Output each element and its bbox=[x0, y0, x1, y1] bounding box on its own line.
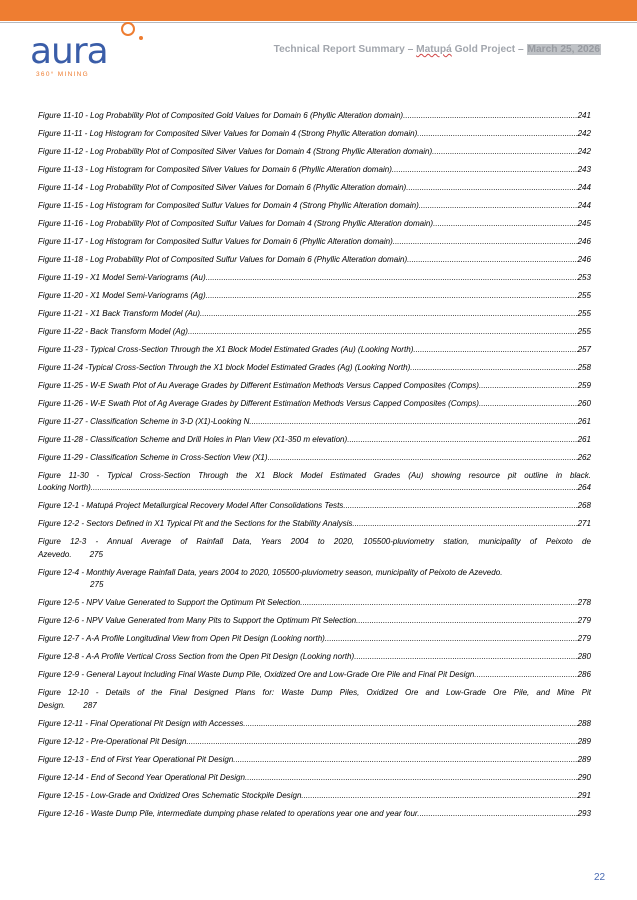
toc-entry[interactable] bbox=[38, 500, 591, 512]
dot-leader bbox=[93, 482, 578, 494]
toc-entry-line1: Figure 12-3 - Annual Average of Rainfall Data, Years 2004 to 2020, 105500-pluviometry station, municipality of Peixoto de bbox=[38, 537, 591, 547]
toc-entry-text: Figure 11-27 - Classification Scheme in 3-D (X1)-Looking N. bbox=[38, 417, 252, 426]
toc-entry-text: Figure 12-6 - NPV Value Generated from Many Pits to Support the Optimum Pit Selection. bbox=[38, 616, 359, 626]
toc-entry-page: 291 bbox=[577, 790, 591, 800]
toc-entry[interactable] bbox=[38, 254, 591, 266]
toc-entry-text: Figure 11-20 - X1 Model Semi-Variograms (Ag). bbox=[38, 291, 208, 300]
toc-entry-text: Figure 11-19 - X1 Model Semi-Variograms (Au). bbox=[38, 273, 208, 282]
toc-entry-page: 257 bbox=[577, 345, 591, 354]
dot-leader bbox=[416, 344, 578, 356]
toc-entry-page: 264 bbox=[577, 483, 591, 493]
dot-leader bbox=[303, 597, 578, 609]
toc-entry-page: 260 bbox=[577, 399, 591, 408]
toc-entry-page: 275 bbox=[89, 549, 103, 559]
toc-entry-page: 261 bbox=[577, 417, 591, 426]
toc-entry[interactable] bbox=[38, 290, 591, 302]
toc-entry-text: Design. bbox=[38, 700, 66, 710]
toc-entry[interactable] bbox=[38, 567, 591, 592]
toc-entry-text: Figure 12-2 - Sectors Defined in X1 Typical Pit and the Sections for the Stability Analysis. bbox=[38, 519, 355, 529]
toc-entry[interactable] bbox=[38, 452, 591, 464]
toc-entry-page: 259 bbox=[577, 381, 591, 390]
toc-entry-page: 280 bbox=[577, 652, 591, 662]
toc-entry[interactable] bbox=[38, 536, 591, 561]
toc-entry-text: Figure 11-18 - Log Probability Plot of Composited Sulfur Values for Domain 6 (Phyllic Alteration domain). bbox=[38, 255, 410, 264]
dot-leader bbox=[208, 272, 578, 284]
logo-ring-icon bbox=[121, 22, 135, 36]
aura-logo bbox=[30, 30, 170, 82]
toc-entry-page: 286 bbox=[577, 670, 591, 680]
page-number: 22 bbox=[594, 872, 606, 883]
toc-entry-page: 243 bbox=[577, 165, 591, 174]
dot-leader bbox=[409, 254, 577, 266]
toc-entry-page: 279 bbox=[577, 616, 591, 626]
dot-leader bbox=[395, 236, 578, 248]
toc-entry[interactable] bbox=[38, 362, 591, 374]
toc-entry-page: 242 bbox=[577, 129, 591, 138]
toc-entry[interactable] bbox=[38, 146, 591, 158]
report-title-middle: Gold Project – bbox=[451, 44, 527, 55]
dot-leader bbox=[408, 182, 577, 194]
dot-leader bbox=[477, 669, 578, 681]
dot-leader bbox=[420, 128, 578, 140]
toc-entry[interactable] bbox=[38, 308, 591, 320]
toc-entry-page: 246 bbox=[577, 237, 591, 246]
list-of-figures bbox=[38, 110, 591, 826]
toc-entry-text: Figure 12-16 - Waste Dump Pile, intermediate dumping phase related to operations year one and year four. bbox=[38, 808, 420, 818]
dot-leader bbox=[190, 326, 577, 338]
toc-entry-page: 255 bbox=[577, 309, 591, 318]
toc-entry-page: 246 bbox=[577, 255, 591, 264]
toc-entry-page: 287 bbox=[83, 700, 97, 710]
toc-entry-text: Figure 11-29 - Classification Scheme in Cross-Section View (X1). bbox=[38, 453, 270, 462]
toc-entry[interactable] bbox=[38, 236, 591, 248]
toc-entry-page: 289 bbox=[577, 754, 591, 764]
toc-entry[interactable] bbox=[38, 754, 591, 766]
toc-entry[interactable] bbox=[38, 434, 591, 446]
dot-leader bbox=[189, 736, 578, 748]
toc-entry-text: Figure 11-11 - Log Histogram for Composited Silver Values for Domain 4 (Strong Phyllic Alteration domain). bbox=[38, 129, 420, 138]
toc-entry[interactable] bbox=[38, 128, 591, 140]
report-title-project: Matupá bbox=[416, 44, 452, 55]
toc-entry-text: Figure 11-13 - Log Histogram for Composited Silver Values for Domain 6 (Phyllic Alteration domain). bbox=[38, 165, 395, 174]
toc-entry-text: Figure 11-24 -Typical Cross-Section Through the X1 block Model Estimated Grades (Ag) (Looking North). bbox=[38, 363, 413, 372]
toc-entry[interactable] bbox=[38, 164, 591, 176]
toc-entry-text: Figure 12-5 - NPV Value Generated to Support the Optimum Pit Selection. bbox=[38, 598, 303, 608]
toc-entry-page: 255 bbox=[577, 327, 591, 336]
header-divider bbox=[0, 22, 637, 23]
toc-entry-text: Figure 12-1 - Matupá Project Metallurgical Recovery Model After Consolidations Tests. bbox=[38, 501, 346, 511]
toc-entry-page: 262 bbox=[577, 453, 591, 462]
toc-entry-page: 275 bbox=[90, 580, 104, 590]
toc-entry[interactable] bbox=[38, 808, 591, 820]
toc-entry-page: 244 bbox=[577, 183, 591, 192]
report-date: March 25, 2026 bbox=[527, 44, 600, 55]
toc-entry-text: Figure 11-16 - Log Probability Plot of Composited Sulfur Values for Domain 4 (Strong Phyllic Alteration domain). bbox=[38, 219, 436, 228]
dot-leader bbox=[355, 518, 578, 530]
toc-entry-page: 244 bbox=[577, 201, 591, 210]
toc-entry-text: Azevedo. bbox=[38, 549, 72, 559]
dot-leader bbox=[349, 434, 577, 446]
toc-entry-text: Figure 11-22 - Back Transform Model (Ag). bbox=[38, 327, 191, 336]
dot-leader bbox=[327, 633, 577, 645]
logo-dot-icon bbox=[139, 36, 143, 40]
toc-entry-text: Figure 11-25 - W-E Swath Plot of Au Average Grades by Different Estimation Methods Versus Capped Composites (Comps) bbox=[38, 381, 479, 390]
dot-leader bbox=[202, 308, 577, 320]
dot-leader bbox=[481, 398, 577, 410]
dot-leader bbox=[208, 290, 578, 302]
dot-leader bbox=[246, 718, 578, 730]
toc-entry[interactable] bbox=[38, 326, 591, 338]
toc-entry-text: Figure 11-23 - Typical Cross-Section Through the X1 Block Model Estimated Grades (Au) (Looking North). bbox=[38, 345, 416, 354]
toc-entry-page: 241 bbox=[577, 111, 591, 120]
toc-entry-page: 255 bbox=[577, 291, 591, 300]
toc-entry-page: 245 bbox=[577, 219, 591, 228]
toc-entry-text: Figure 12-12 - Pre-Operational Pit Design. bbox=[38, 736, 189, 746]
toc-entry-page: 271 bbox=[577, 519, 591, 529]
toc-entry-line1: Figure 12-4 - Monthly Average Rainfall Data, years 2004 to 2020, 105500-pluviometry season, municipality of Peixoto de Azevedo. bbox=[38, 567, 503, 577]
toc-entry-page: 261 bbox=[577, 435, 591, 444]
toc-entry-text: Figure 12-9 - General Layout Including Final Waste Dump Pile, Oxidized Ore and Low-Grade Ore Pile and Final Pit Design. bbox=[38, 670, 477, 680]
dot-leader bbox=[421, 200, 578, 212]
dot-leader bbox=[346, 500, 578, 512]
toc-entry[interactable] bbox=[38, 470, 591, 495]
toc-entry-text: Figure 11-10 - Log Probability Plot of Composited Gold Values for Domain 6 (Phyllic Alteration domain). bbox=[38, 111, 406, 120]
toc-entry-text: Figure 11-26 - W-E Swath Plot of Ag Average Grades by Different Estimation Methods Versus Capped Composites (Comps). bbox=[38, 399, 482, 408]
toc-entry-page: 279 bbox=[577, 634, 591, 644]
toc-entry-text: Figure 11-15 - Log Histogram for Composited Sulfur Values for Domain 4 (Strong Phyllic Alteration domain). bbox=[38, 201, 421, 210]
dot-leader bbox=[413, 362, 578, 374]
toc-entry-page: 242 bbox=[577, 147, 591, 156]
dot-leader bbox=[420, 808, 578, 820]
toc-entry-text: Figure 11-14 - Log Probability Plot of Composited Silver Values for Domain 6 (Phyllic Alteration domain). bbox=[38, 183, 409, 192]
toc-entry[interactable] bbox=[38, 518, 591, 530]
toc-entry-text: Figure 12-11 - Final Operational Pit Design with Accesses. bbox=[38, 718, 246, 728]
report-title bbox=[274, 44, 601, 55]
toc-entry-page: 293 bbox=[577, 808, 591, 818]
toc-entry-text: Figure 12-8 - A-A Profile Vertical Cross Section from the Open Pit Design (Looking north). bbox=[38, 652, 357, 662]
header-accent-bar bbox=[0, 0, 637, 21]
toc-entry[interactable] bbox=[38, 344, 591, 356]
toc-entry-page: 290 bbox=[577, 772, 591, 782]
toc-entry[interactable] bbox=[38, 182, 591, 194]
dot-leader bbox=[236, 754, 578, 766]
dot-leader bbox=[405, 110, 577, 122]
toc-entry[interactable] bbox=[38, 736, 591, 748]
toc-entry-page: 278 bbox=[577, 598, 591, 608]
toc-entry[interactable] bbox=[38, 398, 591, 410]
toc-entry-line1: Figure 11-30 - Typical Cross-Section Through the X1 Block Model Estimated Grades (Au) showing resource pit outline in black. bbox=[38, 471, 591, 480]
dot-leader bbox=[479, 380, 578, 392]
toc-entry-text: Looking North). bbox=[38, 483, 94, 493]
toc-entry[interactable] bbox=[38, 218, 591, 230]
toc-entry[interactable] bbox=[38, 416, 591, 428]
dot-leader bbox=[304, 790, 578, 802]
dot-leader bbox=[435, 218, 577, 230]
toc-entry[interactable] bbox=[38, 380, 591, 392]
toc-entry[interactable] bbox=[38, 718, 591, 730]
dot-leader bbox=[247, 772, 577, 784]
toc-entry-line1: Figure 12-10 - Details of the Final Designed Plans for: Waste Dump Piles, Oxidized Ore and Low-Grade Ore Pile, and Mine Pit bbox=[38, 688, 591, 698]
logo-wordmark: aura bbox=[30, 31, 108, 72]
toc-entry[interactable] bbox=[38, 110, 591, 122]
toc-entry[interactable] bbox=[38, 200, 591, 212]
dot-leader bbox=[252, 416, 578, 428]
dot-leader bbox=[356, 651, 577, 663]
toc-entry[interactable] bbox=[38, 790, 591, 802]
toc-entry-text: Figure 11-17 - Log Histogram for Composited Sulfur Values for Domain 6 (Phyllic Alteration domain). bbox=[38, 237, 396, 246]
toc-entry-line2 bbox=[38, 700, 591, 712]
logo-tagline: 360° MINING bbox=[36, 71, 90, 78]
toc-entry-text: Figure 11-28 - Classification Scheme and Drill Holes in Plan View (X1-350 m elevation). bbox=[38, 435, 350, 444]
toc-entry[interactable] bbox=[38, 651, 591, 663]
toc-entry-text: Figure 12-15 - Low-Grade and Oxidized Ores Schematic Stockpile Design. bbox=[38, 790, 304, 800]
toc-entry[interactable] bbox=[38, 669, 591, 681]
toc-entry[interactable] bbox=[38, 687, 591, 712]
toc-entry-text: Figure 12-13 - End of First Year Operational Pit Design. bbox=[38, 754, 236, 764]
toc-entry-page: 268 bbox=[577, 501, 591, 511]
report-title-prefix: Technical Report Summary – bbox=[273, 44, 417, 55]
dot-leader bbox=[434, 146, 577, 158]
toc-entry-page: 288 bbox=[577, 718, 591, 728]
toc-entry-text: Figure 11-12 - Log Probability Plot of Composited Silver Values for Domain 4 (Strong Phyllic Alteration domain). bbox=[38, 147, 435, 156]
toc-entry[interactable] bbox=[38, 772, 591, 784]
toc-entry-text: Figure 12-14 - End of Second Year Operational Pit Design. bbox=[38, 772, 248, 782]
dot-leader bbox=[270, 452, 578, 464]
dot-leader bbox=[394, 164, 577, 176]
toc-entry-page: 258 bbox=[577, 363, 591, 372]
toc-entry[interactable] bbox=[38, 633, 591, 645]
toc-entry[interactable] bbox=[38, 597, 591, 609]
toc-entry[interactable] bbox=[38, 615, 591, 627]
toc-entry-page: 253 bbox=[577, 273, 591, 282]
toc-entry-page: 289 bbox=[577, 736, 591, 746]
toc-entry-text: Figure 12-7 - A-A Profile Longitudinal View from Open Pit Design (Looking north). bbox=[38, 634, 328, 644]
toc-entry-line2 bbox=[38, 482, 591, 494]
dot-leader bbox=[358, 615, 577, 627]
toc-entry-line2 bbox=[38, 549, 591, 561]
toc-entry[interactable] bbox=[38, 272, 591, 284]
toc-entry-text: Figure 11-21 - X1 Back Transform Model (Au). bbox=[38, 309, 203, 318]
